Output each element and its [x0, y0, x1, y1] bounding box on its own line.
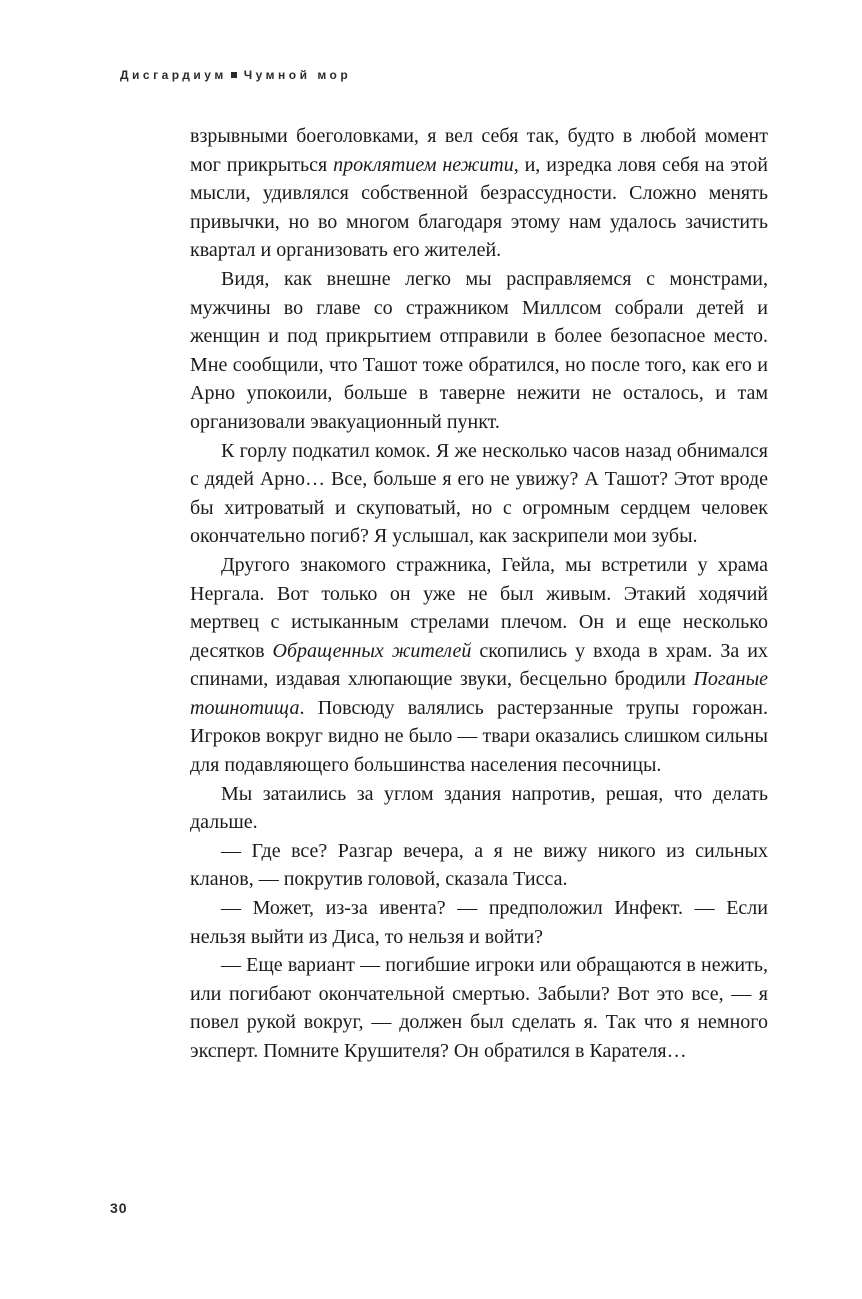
text-segment: , и, изредка ловя себя на этой мысли, удивлялся собственной безрассудности. Сложно менять привычки, но во многом благодаря этому нам удалось зачистить квартал и организовать его жителей.: [190, 153, 768, 262]
page-number: 30: [110, 1200, 128, 1216]
text-segment: взрывными боеголовками, я вел себя так, будто в любой момент мог прикрыться: [190, 125, 768, 176]
text-segment: Мы затаились за углом здания напротив, решая, что делать дальше.: [190, 782, 768, 834]
separator-square-icon: [231, 72, 237, 78]
paragraph: [190, 780, 768, 837]
text-segment: — Где все? Разгар вечера, а я не вижу никого из сильных кланов, — покрутив головой, сказала Тисса.: [190, 839, 768, 891]
paragraph: [190, 122, 768, 265]
text-segment: — Еще вариант — погибшие игроки или обращаются в нежить, или погибают окончательной смертью. Забыли? Вот это все, — я повел рукой вокруг, — должен был сделать я. Так что я немного эксперт. Помните Крушителя? Он обратился в Карателя…: [190, 954, 768, 1062]
page-body: [190, 122, 768, 1066]
text-segment: . Повсюду валялись растерзанные трупы горожан. Игроков вокруг видно не было — твари оказались слишком сильны для подавляющего большинства населения песочницы.: [190, 696, 768, 777]
text-segment: К горлу подкатил комок. Я же несколько часов назад обнимался с дядей Арно… Все, больше я его не увижу? А Ташот? Этот вроде бы хитроватый и скуповатый, но с огромным сердцем человек окончательно погиб? Я услышал, как заскрипели мои зубы.: [190, 439, 768, 548]
paragraph: [190, 265, 768, 437]
paragraph: [190, 894, 768, 951]
text-segment: — Может, из-за ивента? — предположил Инфект. — Если нельзя выйти из Диса, то нельзя и войти?: [190, 897, 768, 948]
italic-text-segment: Поганые тошнотища: [190, 668, 768, 719]
paragraph: [190, 951, 768, 1065]
running-header: [120, 68, 351, 82]
text-segment: Видя, как внешне легко мы расправляемся с монстрами, мужчины во главе со стражником Миллсом собрали детей и женщин и под прикрытием отправили в более безопасное место. Мне сообщили, что Ташот тоже обратился, но после того, как его и Арно упокоили, больше в таверне нежити не осталось, и там организовали эвакуационный пункт.: [190, 267, 768, 433]
running-header-chapter-title: Чумной мор: [243, 68, 352, 82]
running-header-book-title: Дисгардиум: [120, 68, 227, 82]
paragraph: [190, 437, 768, 551]
paragraph: [190, 837, 768, 894]
text-segment: Другого знакомого стражника, Гейла, мы встретили у храма Нергала. Вот только он уже не был живым. Этакий ходячий мертвец с истыканным стрелами плечом. Он и еще несколько десятков: [190, 553, 768, 662]
italic-text-segment: Обращенных жителей: [272, 639, 472, 662]
paragraph: [190, 551, 768, 780]
text-segment: скопились у входа в храм. За их спинами, издавая хлюпающие звуки, бесцельно бродили: [190, 639, 768, 691]
italic-text-segment: проклятием нежити: [333, 153, 514, 176]
